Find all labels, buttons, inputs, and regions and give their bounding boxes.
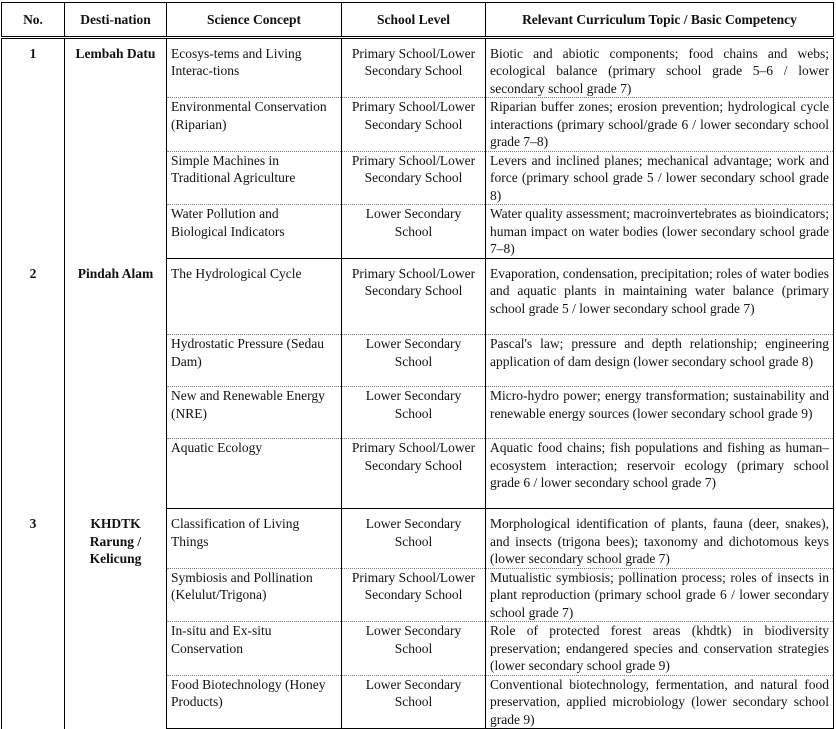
science-concept: Simple Machines in Traditional Agriculture xyxy=(167,151,342,205)
curriculum-topic: Evaporation, condensation, precipitation; roles of water bodies and aquatic plants in maintaining water balance (primary school grade 5 / lower secondary school grade 7) xyxy=(486,265,834,335)
header-school-level: School Level xyxy=(342,3,486,38)
science-concept: New and Renewable Energy (NRE) xyxy=(167,387,342,439)
curriculum-topic: Water quality assessment; macroinvertebrates as bioindicators; human impact on water bodies (lower secondary school grade 7–8) xyxy=(486,205,834,259)
spacer-cell xyxy=(65,37,167,45)
curriculum-topic: Role of protected forest areas (khdtk) in biodiversity preservation; endangered species and conservation strategies (lower secondary school grade 9) xyxy=(486,622,834,676)
header-curriculum-topic: Relevant Curriculum Topic / Basic Competency xyxy=(486,3,834,38)
header-row xyxy=(2,3,834,38)
destination-name: KHDTK Rarung / Kelicung xyxy=(65,515,167,729)
school-level: Primary School/Lower Secondary School xyxy=(342,439,486,509)
school-level: Lower Secondary School xyxy=(342,387,486,439)
science-concept: Symbiosis and Pollination (Kelulut/Trigona) xyxy=(167,568,342,622)
header-science-concept: Science Concept xyxy=(167,3,342,38)
table-body xyxy=(2,37,834,729)
curriculum-topic: Micro-hydro power; energy transformation; sustainability and renewable energy sources (lower secondary school grade 9) xyxy=(486,387,834,439)
spacer-cell xyxy=(486,37,834,45)
science-concept: Food Biotechnology (Honey Products) xyxy=(167,675,342,729)
school-level: Primary School/Lower Secondary School xyxy=(342,265,486,335)
school-level: Lower Secondary School xyxy=(342,515,486,568)
row-number: 2 xyxy=(2,265,65,509)
group-spacer xyxy=(2,37,834,45)
row-number: 3 xyxy=(2,515,65,729)
curriculum-topic: Pascal's law; pressure and depth relationship; engineering application of dam design (lower secondary school grade 8) xyxy=(486,335,834,387)
science-concept: Classification of Living Things xyxy=(167,515,342,568)
header-no: No. xyxy=(2,3,65,38)
school-level: Lower Secondary School xyxy=(342,205,486,259)
destination-name: Pindah Alam xyxy=(65,265,167,509)
curriculum-topic: Riparian buffer zones; erosion prevention; hydrological cycle interactions (primary school/grade 6 / lower secondary school grade 7–8) xyxy=(486,98,834,152)
school-level: Lower Secondary School xyxy=(342,675,486,729)
header-destination: Desti-nation xyxy=(65,3,167,38)
curriculum-topic: Morphological identification of plants, fauna (deer, snakes), and insects (trigona bees); taxonomy and dichotomous keys (lower secondary school grade 7) xyxy=(486,515,834,568)
school-level: Primary School/Lower Secondary School xyxy=(342,45,486,98)
destination-name: Lembah Datu xyxy=(65,45,167,259)
spacer-cell xyxy=(167,37,342,45)
school-level: Lower Secondary School xyxy=(342,622,486,676)
row-number: 1 xyxy=(2,45,65,259)
table-row xyxy=(2,45,834,98)
science-concept: Water Pollution and Biological Indicators xyxy=(167,205,342,259)
school-level: Primary School/Lower Secondary School xyxy=(342,568,486,622)
curriculum-topic: Biotic and abiotic components; food chains and webs; ecological balance (primary school grade 5–6 / lower secondary school grade 7) xyxy=(486,45,834,98)
science-concept: Ecosys-tems and Living Interac-tions xyxy=(167,45,342,98)
science-concept: Hydrostatic Pressure (Sedau Dam) xyxy=(167,335,342,387)
curriculum-topic: Levers and inclined planes; mechanical advantage; work and force (primary school grade 5 / lower secondary school grade 8) xyxy=(486,151,834,205)
curriculum-topic: Conventional biotechnology, fermentation, and natural food preservation, applied microbiology (lower secondary school grade 9) xyxy=(486,675,834,729)
school-level: Primary School/Lower Secondary School xyxy=(342,98,486,152)
science-concept: The Hydrological Cycle xyxy=(167,265,342,335)
science-concept: In-situ and Ex-situ Conservation xyxy=(167,622,342,676)
curriculum-topic: Mutualistic symbiosis; pollination process; roles of insects in plant reproduction (primary school grade 6 / lower secondary school grade 7) xyxy=(486,568,834,622)
curriculum-table xyxy=(1,2,834,729)
table-row xyxy=(2,515,834,568)
science-concept: Environmental Conservation (Riparian) xyxy=(167,98,342,152)
science-concept: Aquatic Ecology xyxy=(167,439,342,509)
school-level: Primary School/Lower Secondary School xyxy=(342,151,486,205)
curriculum-topic: Aquatic food chains; fish populations and fishing as human–ecosystem interaction; reservoir ecology (primary school grade 6 / lower secondary school grade 7) xyxy=(486,439,834,509)
spacer-cell xyxy=(2,37,65,45)
school-level: Lower Secondary School xyxy=(342,335,486,387)
spacer-cell xyxy=(342,37,486,45)
table-row xyxy=(2,265,834,335)
